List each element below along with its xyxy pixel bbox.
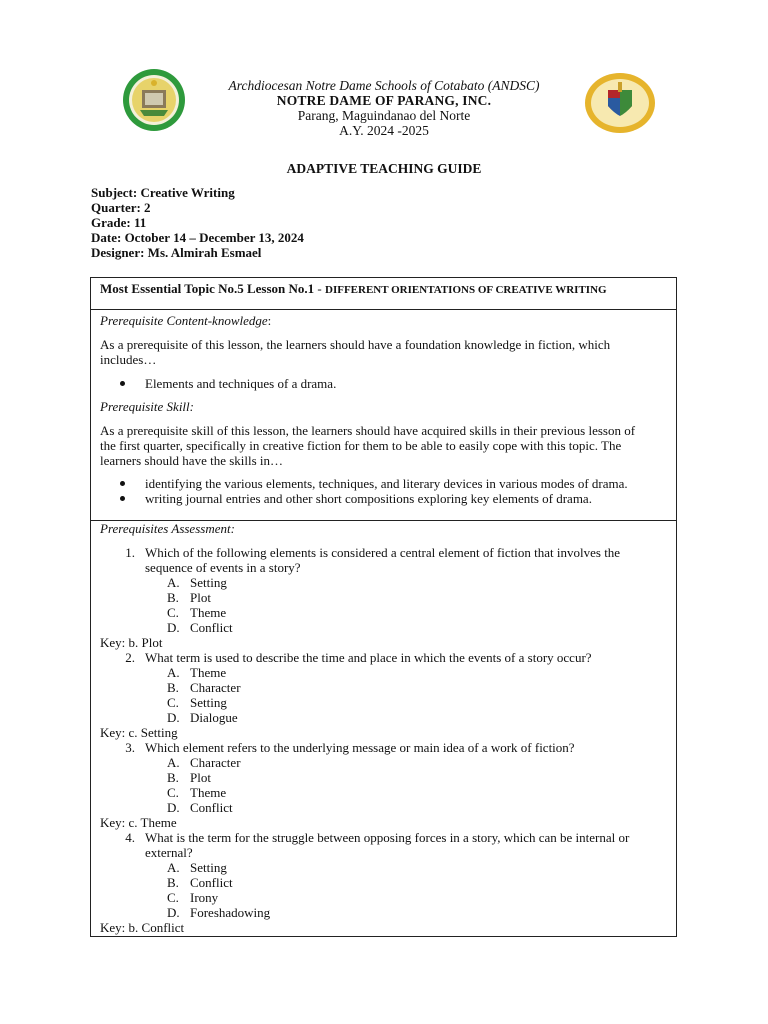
prereq-skill-text-1: As a prerequisite skill of this lesson, the learners should have acquired skills in their previous lesson of [100, 423, 636, 438]
option-text: Setting [190, 575, 227, 590]
prereq-content-label-line [100, 313, 668, 328]
assessment-row [91, 520, 676, 938]
bullet-icon [119, 476, 127, 484]
option-letter: A. [167, 860, 180, 875]
prereq-skill-label: Prerequisite Skill: [100, 399, 194, 414]
option-text: Irony [190, 890, 219, 905]
question-text: Which of the following elements is considered a central element of fiction that involves the [145, 545, 621, 560]
assessment-label: Prerequisites Assessment: [100, 521, 235, 536]
option-letter: A. [167, 755, 180, 770]
guide-metadata [91, 185, 304, 260]
prereq-skill-text-2: the first quarter, specifically in creative fiction for them to be able to easily cope with this topic. The [100, 438, 622, 453]
option-text: Theme [190, 785, 227, 800]
school-address: Parang, Maguindanao del Norte [297, 108, 471, 123]
subject-line: Subject: Creative Writing [91, 185, 235, 200]
option-letter: D. [167, 800, 180, 815]
option-letter: D. [167, 905, 180, 920]
bullet-icon [119, 376, 127, 384]
option-letter: B. [167, 770, 179, 785]
option-letter: C. [167, 605, 179, 620]
quarter-line: Quarter: 2 [91, 200, 151, 215]
topic-lead: Most Essential Topic No.5 Lesson No.1 [100, 281, 315, 296]
option-text: Plot [190, 770, 211, 785]
option-text: Foreshadowing [190, 905, 271, 920]
grade-line: Grade: 11 [91, 215, 147, 230]
org-name: Archdiocesan Notre Dame Schools of Cotabato (ANDSC) [228, 78, 540, 93]
topic-row [91, 278, 676, 310]
answer-key: Key: c. Theme [100, 815, 177, 830]
question-number: 4. [125, 830, 135, 845]
option-text: Dialogue [190, 710, 238, 725]
option-text: Character [190, 755, 241, 770]
question-text: What term is used to describe the time and place in which the events of a story occur? [145, 650, 592, 665]
date-line: Date: October 14 – December 13, 2024 [91, 230, 304, 245]
prerequisites-row [91, 309, 676, 521]
option-letter: A. [167, 575, 180, 590]
prereq-content-label: Prerequisite Content-knowledge [100, 313, 268, 328]
prereq-content-text-1: As a prerequisite of this lesson, the learners should have a foundation knowledge in fiction, which [100, 337, 611, 352]
option-letter: C. [167, 890, 179, 905]
prereq-skill-text-3: learners should have the skills in… [100, 453, 284, 468]
bullet-icon [119, 491, 127, 499]
answer-key: Key: b. Plot [100, 635, 163, 650]
academic-year: A.Y. 2024 -2025 [339, 123, 429, 138]
option-letter: D. [167, 710, 180, 725]
school-header [190, 78, 578, 138]
option-text: Theme [190, 605, 227, 620]
prereq-content-bullet: Elements and techniques of a drama. [145, 376, 337, 391]
question-number: 2. [125, 650, 135, 665]
school-seal-logo [120, 68, 188, 132]
question-text-cont: external? [145, 845, 193, 860]
option-text: Conflict [190, 620, 233, 635]
topic-dash: - [314, 281, 326, 296]
school-name: NOTRE DAME OF PARANG, INC. [276, 93, 492, 108]
option-text: Theme [190, 665, 227, 680]
andsc-seal-logo [584, 72, 656, 134]
lesson-table [90, 277, 677, 937]
option-letter: B. [167, 680, 179, 695]
question-text-cont: sequence of events in a story? [145, 560, 301, 575]
question-text: Which element refers to the underlying message or main idea of a work of fiction? [145, 740, 575, 755]
option-text: Plot [190, 590, 211, 605]
option-letter: D. [167, 620, 180, 635]
option-text: Setting [190, 695, 227, 710]
prereq-content-text-2: includes… [100, 352, 157, 367]
prereq-skill-bullet-2: writing journal entries and other short compositions exploring key elements of drama. [145, 491, 592, 506]
designer-line: Designer: Ms. Almirah Esmael [91, 245, 262, 260]
option-text: Conflict [190, 875, 233, 890]
option-text: Setting [190, 860, 227, 875]
option-text: Character [190, 680, 241, 695]
option-letter: C. [167, 785, 179, 800]
topic-title: DIFFERENT ORIENTATIONS OF CREATIVE WRITING [325, 284, 607, 296]
option-letter: C. [167, 695, 179, 710]
prereq-content-colon: : [267, 313, 272, 328]
document-title: ADAPTIVE TEACHING GUIDE [286, 161, 482, 176]
option-letter: B. [167, 590, 179, 605]
option-letter: B. [167, 875, 179, 890]
option-text: Conflict [190, 800, 233, 815]
topic-heading [100, 281, 607, 297]
answer-key: Key: b. Conflict [100, 920, 185, 935]
question-text: What is the term for the struggle between opposing forces in a story, which can be internal or [145, 830, 630, 845]
answer-key: Key: c. Setting [100, 725, 178, 740]
question-number: 3. [125, 740, 135, 755]
question-number: 1. [125, 545, 135, 560]
prereq-skill-bullet-1: identifying the various elements, techniques, and literary devices in various modes of drama. [145, 476, 628, 491]
option-letter: A. [167, 665, 180, 680]
